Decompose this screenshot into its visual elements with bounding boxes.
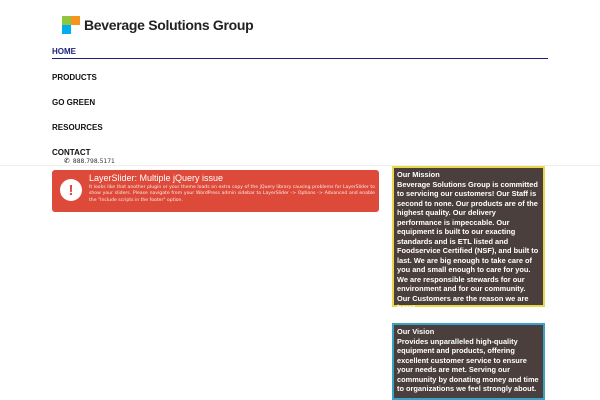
- exclamation-icon: !: [60, 179, 82, 201]
- alert-title: LayerSlider: Multiple jQuery issue: [89, 173, 224, 183]
- main-nav: [52, 44, 548, 170]
- phone-contact[interactable]: [64, 157, 115, 165]
- brand-name: Beverage Solutions Group: [84, 17, 254, 33]
- phone-number: 888.798.5171: [72, 157, 115, 165]
- vision-text: Provides unparalleled high-quality equipment and products, offering excellent customer service to ensure your needs are met. Serving our community by donating money and time to organizations we feel strongly about.: [397, 336, 539, 393]
- vision-title: Our Vision: [397, 327, 435, 336]
- mission-title: Our Mission: [397, 170, 440, 179]
- error-alert: [52, 170, 379, 212]
- mission-box: [392, 166, 545, 312]
- phone-icon: ✆: [64, 157, 70, 165]
- nav-item-go-green[interactable]: GO GREEN: [52, 98, 96, 107]
- alert-message: It looks like that another plugin or your theme loads an extra copy of the jQuery library causing problems for LayerSlider to show your sliders. Please navigate from your WordPress admin sidebar to LayerSlider -> Options -> Advanced and enable the "Include scripts in the footer" option.: [89, 185, 375, 203]
- site-header: [0, 0, 600, 165]
- nav-item-resources[interactable]: RESOURCES: [52, 123, 103, 132]
- nav-item-products[interactable]: PRODUCTS: [52, 73, 97, 82]
- logo-mark-icon: [62, 16, 80, 34]
- site-logo[interactable]: [62, 14, 253, 36]
- nav-item-home[interactable]: HOME: [52, 44, 548, 59]
- mission-text: Beverage Solutions Group is committed to servicing our customers! Our Staff is second to none. Our products are of the highest quality. Our delivery performance is impeccable. Our equipment is built to our exacting standards and is ETL listed and Foodservice Certified (NSF), and built to last. We are big enough to take care of you and small enough to care for you. We are responsible stewards for our environment and for our community. Our Customers are the reason we are here!: [397, 179, 539, 312]
- nav-item-contact[interactable]: CONTACT: [52, 148, 91, 157]
- vision-box: [392, 323, 545, 400]
